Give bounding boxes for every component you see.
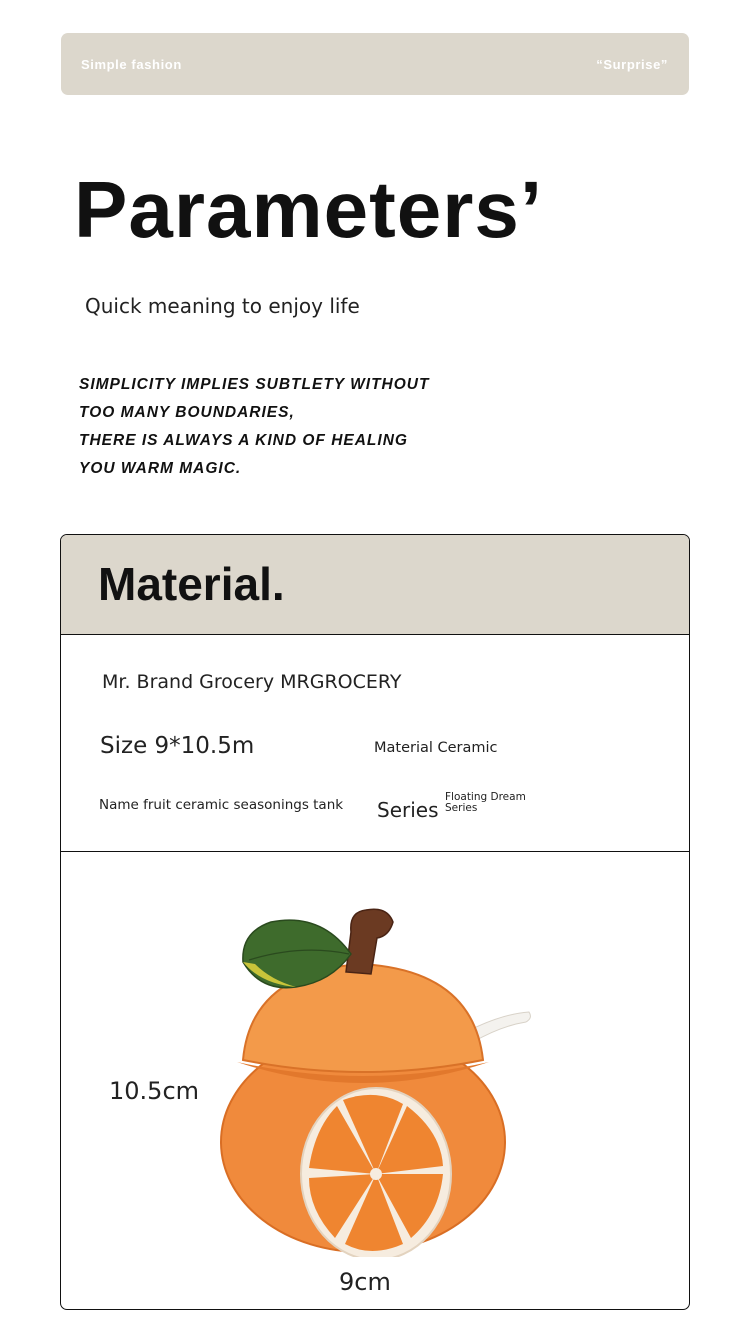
spec-section — [61, 635, 689, 852]
height-dimension-label: 10.5cm — [109, 1077, 200, 1105]
product-image — [211, 892, 551, 1257]
spec-size: Size 9*10.5m — [100, 733, 255, 759]
product-photo-section — [61, 852, 689, 1310]
spec-brand: Mr. Brand Grocery MRGROCERY — [102, 671, 402, 693]
top-banner — [61, 33, 689, 95]
page-subtitle: Quick meaning to enjoy life — [85, 294, 360, 318]
spec-series-value: Floating Dream Series — [445, 791, 526, 814]
page-title: Parameters’ — [74, 165, 544, 254]
spec-material: Material Ceramic — [374, 740, 498, 756]
material-card-header — [61, 535, 689, 635]
width-dimension-label: 9cm — [339, 1268, 391, 1296]
spec-series-label: Series — [377, 798, 439, 822]
slogan-line: THERE IS ALWAYS A KIND OF HEALING — [79, 432, 408, 449]
material-title: Material. — [98, 558, 285, 610]
slogan-line: SIMPLICITY IMPLIES SUBTLETY WITHOUT — [79, 376, 430, 393]
spec-name: Name fruit ceramic seasonings tank — [99, 797, 344, 813]
slogan-line: TOO MANY BOUNDARIES, — [79, 404, 295, 421]
material-card — [60, 534, 690, 1310]
slogan-line: YOU WARM MAGIC. — [79, 460, 242, 477]
orange-stem — [346, 909, 393, 974]
banner-right-text: “Surprise” — [596, 57, 668, 72]
slogan-block — [79, 371, 499, 483]
banner-left-text: Simple fashion — [81, 57, 182, 72]
